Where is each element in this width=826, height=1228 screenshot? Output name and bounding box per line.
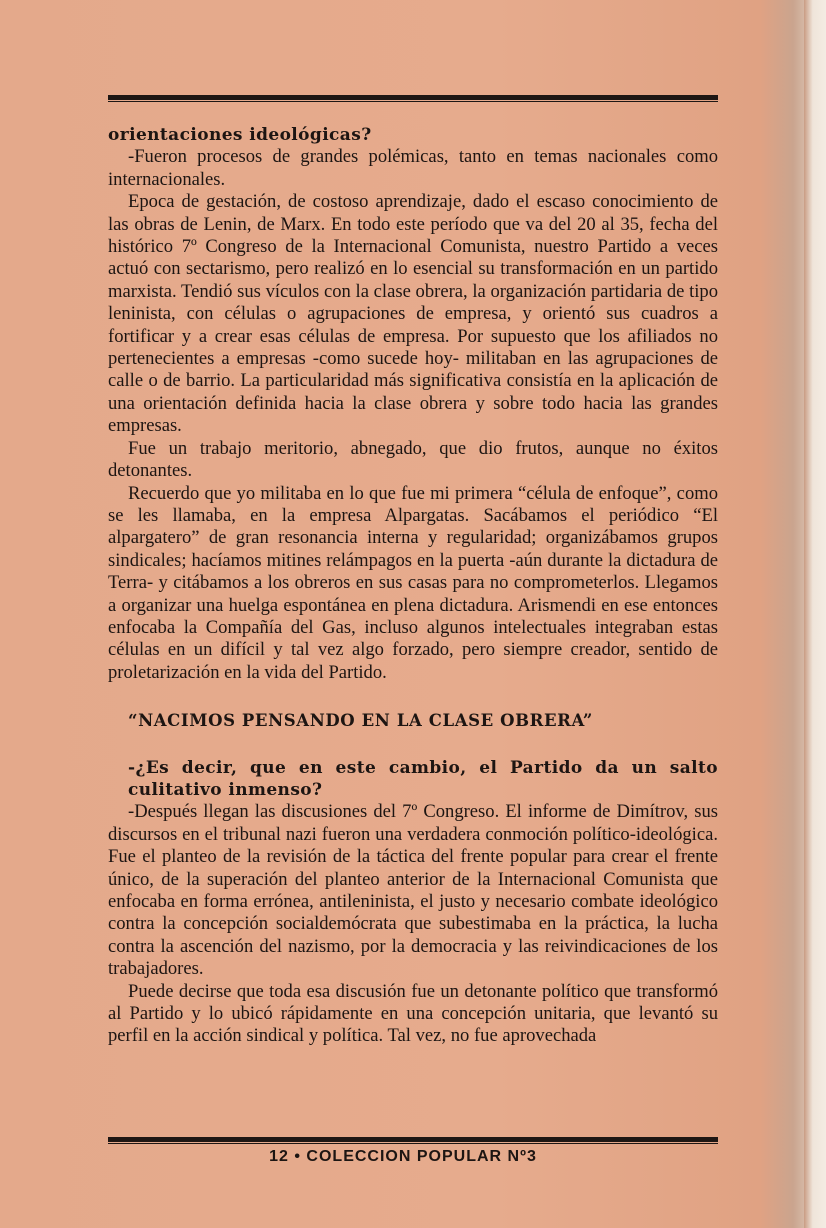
top-rule-thin	[108, 101, 718, 102]
paragraph: Epoca de gestación, de costoso aprendizaje, dado el escaso conocimiento de las obras de Lenin, de Marx. En todo este período que va del 20 al 35, fecha del histórico 7º Congreso de la Internacional Comunista, nuestro Partido a veces actuó con sectarismo, pero realizó en lo esencial su transformación en un partido marxista. Tendió sus vículos con la clase obrera, la organización partidaria de tipo leninista, con células o agrupaciones de empresa, y orientó sus cuadros a fortificar y a crear esas células de empresa. Por supuesto que los afiliados no pertenecientes a empresas -como sucede hoy- militaban en las agrupaciones de calle o de barrio. La particularidad más significativa consistía en la aplicación de una orientación definida hacia la clase obrera y sobre todo hacia las grandes empresas.	[108, 191, 718, 437]
paragraph: -Fueron procesos de grandes polémicas, tanto en temas nacionales como internacionales.	[108, 146, 718, 190]
paragraph: Fue un trabajo meritorio, abnegado, que dio frutos, aunque no éxitos detonantes.	[108, 437, 718, 482]
paragraph: Puede decirse que toda esa discusión fue un detonante político que transformó al Partido y lo ubicó rápidamente en una concepción unitaria, que levantó su perfil en la acción sindical y política. Tal vez, no fue aprovechada	[108, 980, 718, 1047]
bottom-rule	[108, 1137, 718, 1142]
question-continuation: orientaciones ideológicas?	[108, 125, 372, 145]
bottom-rule-thin	[108, 1143, 718, 1144]
paragraph: Recuerdo que yo militaba en lo que fue mi primera “célula de enfoque”, como se les llamaba, en la empresa Alpargatas. Sacábamos el periódico “El alpargatero” de gran resonancia interna y regularidad; organizábamos grupos sindicales; hacíamos mitines relámpagos en la puerta -aún durante la dictadura de Terra- y citábamos a los obreros en sus casas para no comprometerlos. Llegamos a organizar una huelga espontánea en plena dictadura. Arismendi en ese entonces enfocaba la Compañía del Gas, incluso algunos intelectuales integraban estas células en un difícil y tal vez algo forzado, pero siempre creador, sentido de proletarización en la vida del Partido.	[108, 482, 718, 683]
footer-text: 12 • COLECCION POPULAR Nº3	[269, 1148, 537, 1165]
interview-question: -¿Es decir, que en este cambio, el Partido da un salto culitativo inmenso?	[128, 757, 718, 800]
page-footer	[0, 1148, 826, 1166]
page-body	[108, 124, 718, 1048]
paragraph: -Después llegan las discusiones del 7º Congreso. El informe de Dimítrov, sus discursos en el tribunal nazi fueron una verdadera conmoción político-ideológica. Fue el planteo de la revisión de la táctica del frente popular para crear el frente único, de la superación del planteo anterior de la Internacional Comunista que enfocaba en forma errónea, antileninista, el justo y necesario combate ideológico contra la concepción socialdemócrata que subestimaba en la práctica, la lucha contra la ascención del nazismo, por la democracia y las reivindicaciones de los trabajadores.	[108, 801, 718, 980]
top-rule	[108, 95, 718, 100]
section-heading: “NACIMOS PENSANDO EN LA CLASE OBRERA”	[128, 711, 593, 731]
page-edge	[804, 0, 826, 1228]
